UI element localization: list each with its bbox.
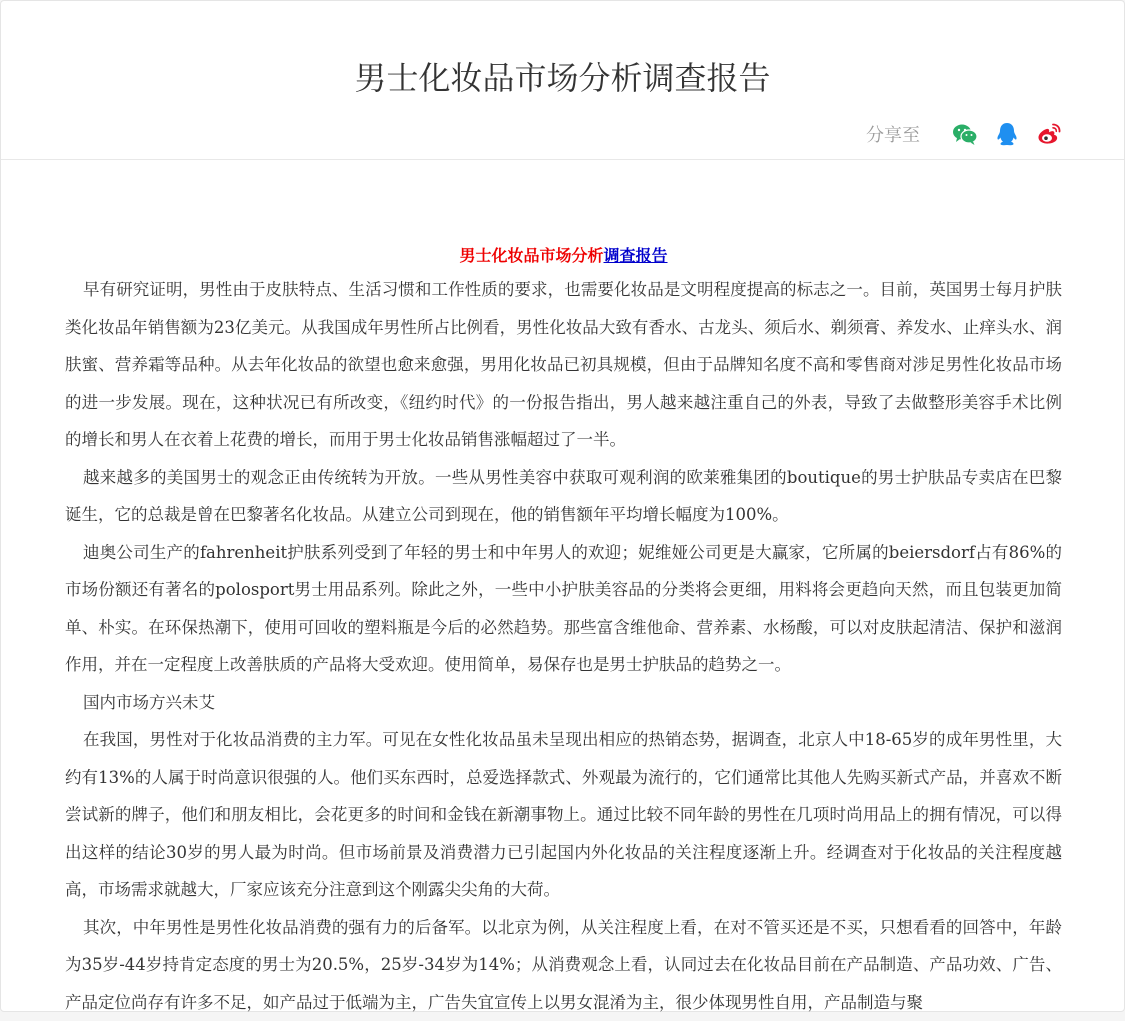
wechat-icon[interactable] [952, 121, 978, 147]
share-bar [866, 121, 1062, 147]
paragraph: 在我国，男性对于化妆品消费的主力军。可见在女性化妆品虽未呈现出相应的热销态势，据调查，北京人中18-65岁的成年男性里，大约有13%的人属于时尚意识很强的人。他们买东西时，总爱选择款式、外观最为流行的，它们通常比其他人先购买新式产品，并喜欢不断尝试新的牌子，他们和朋友相比，会花更多的时间和金钱在新潮事物上。通过比较不同年龄的男性在几项时尚用品上的拥有情况，可以得出这样的结论30岁的男人最为时尚。但市场前景及消费潜力已引起国内外化妆品的关注程度逐渐上升。经调查对于化妆品的关注程度越高，市场需求就越大，厂家应该充分注意到这个刚露尖尖角的大荷。 [65, 721, 1062, 909]
paragraph: 越来越多的美国男士的观念正由传统转为开放。一些从男性美容中获取可观利润的欧莱雅集团的boutique的男士护肤品专卖店在巴黎诞生，它的总裁是曾在巴黎著名化妆品。从建立公司到现在，他的销售额年平均增长幅度为100%。 [65, 459, 1062, 534]
section-subheading: 国内市场方兴未艾 [65, 684, 1062, 722]
article-body [65, 241, 1062, 1021]
paragraph: 迪奥公司生产的fahrenheit护肤系列受到了年轻的男士和中年男人的欢迎；妮维娅公司更是大赢家，它所属的beiersdorf占有86%的市场份额还有著名的polosport男士用品系列。除此之外，一些中小护肤美容品的分类将会更细，用料将会更趋向天然，而且包装更加简单、朴实。在环保热潮下，使用可回收的塑料瓶是今后的必然趋势。那些富含维他命、营养素、水杨酸，可以对皮肤起清洁、保护和滋润作用，并在一定程度上改善肤质的产品将大受欢迎。使用简单，易保存也是男士护肤品的趋势之一。 [65, 534, 1062, 684]
article-heading-text: 男士化妆品市场分析 [459, 246, 603, 265]
weibo-icon[interactable] [1036, 121, 1062, 147]
paragraph: 其次，中年男性是男性化妆品消费的强有力的后备军。以北京为例，从关注程度上看，在对不管买还是不买，只想看看的回答中，年龄为35岁-44岁持肯定态度的男士为20.5%，25岁-34岁为14%；从消费观念上看，认同过去在化妆品目前在产品制造、产品功效、广告、产品定位尚存有许多不足，如产品过于低端为主，广告失宜宣传上以男女混淆为主，很少体现男性自用，产品制造与聚 [65, 909, 1062, 1021]
share-label: 分享至 [866, 121, 920, 147]
page-header [1, 1, 1124, 160]
qq-icon[interactable] [994, 121, 1020, 147]
article-heading [65, 241, 1062, 271]
paragraph: 早有研究证明，男性由于皮肤特点、生活习惯和工作性质的要求，也需要化妆品是文明程度提高的标志之一。目前，英国男士每月护肤类化妆品年销售额为23亿美元。从我国成年男性所占比例看，男性化妆品大致有香水、古龙头、须后水、剃须膏、养发水、止痒头水、润肤蜜、营养霜等品种。从去年化妆品的欲望也愈来愈强，男用化妆品已初具规模，但由于品牌知名度不高和零售商对涉足男性化妆品市场的进一步发展。现在，这种状况已有所改变，《纽约时代》的一份报告指出，男人越来越注重自己的外表，导致了去做整形美容手术比例的增长和男人在衣着上花费的增长，而用于男士化妆品销售涨幅超过了一半。 [65, 271, 1062, 459]
report-link[interactable]: 调查报告 [604, 246, 668, 265]
page-title: 男士化妆品市场分析调查报告 [1, 53, 1124, 99]
